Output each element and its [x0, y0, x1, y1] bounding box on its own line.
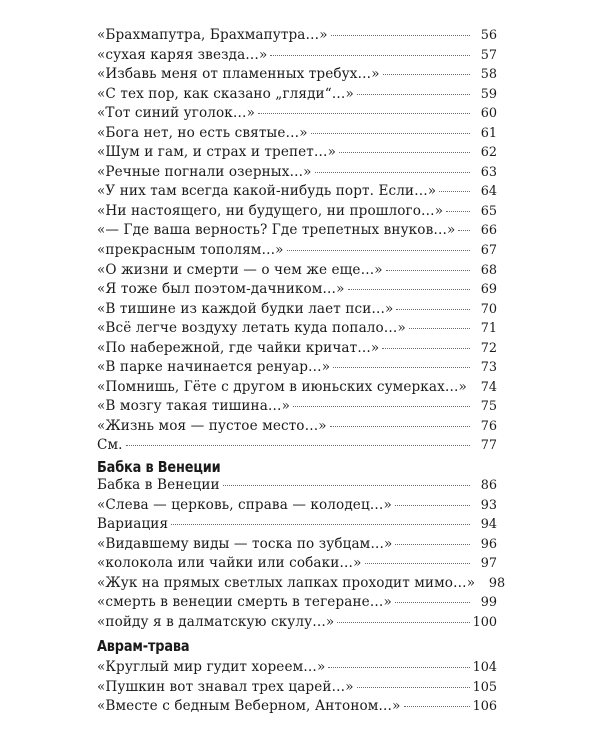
entry-title: «колокола или чайки или собаки…»: [97, 555, 362, 572]
entry-title: «Ни настоящего, ни будущего, ни прошлого…»: [97, 202, 444, 219]
entry-title: «Тот синий уголок…»: [97, 105, 256, 122]
entry-title: «В мозгу такая тишина…»: [97, 398, 291, 415]
entry-title: Вариация: [97, 516, 169, 533]
entry-title: «прекрасным тополям…»: [97, 242, 284, 259]
entry-title: «Круглый мир гудит хореем…»: [97, 659, 326, 675]
toc-entry: [97, 397, 497, 417]
entry-title: Бабка в Венеции: [97, 477, 220, 493]
entry-page-number: 96: [480, 536, 497, 552]
entry-page-number: 58: [480, 67, 497, 83]
toc-entry: [97, 280, 497, 300]
entry-title: «Помнишь, Гёте с другом в июньских сумерках…»: [97, 378, 467, 395]
entry-title: См.: [97, 437, 123, 454]
entry-page-number: 71: [480, 321, 497, 337]
toc-entry: [97, 613, 497, 633]
entry-title: «В тишине из каждой будки лает пси…»: [97, 300, 394, 317]
entry-page-number: 62: [480, 145, 497, 161]
dot-leader: [223, 485, 470, 486]
entry-page-number: 63: [480, 164, 497, 180]
entry-page-number: 59: [480, 86, 497, 102]
toc-entry: [97, 182, 497, 202]
toc-entry: [97, 378, 497, 398]
toc-entry: [97, 163, 497, 183]
dot-leader: [395, 505, 470, 506]
entry-title: «Слева — церковь, справа — колодец…»: [97, 496, 392, 513]
toc-entry: [97, 124, 497, 144]
entry-title: «Шум и гам, и страх и трепет…»: [97, 144, 337, 161]
entry-page-number: 69: [480, 282, 497, 298]
dot-leader: [404, 706, 470, 707]
dot-leader: [439, 191, 470, 192]
entry-title: «У них там всегда какой-нибудь порт. Если…»: [97, 183, 437, 200]
entry-page-number: 104: [472, 660, 497, 675]
dot-leader: [365, 563, 471, 564]
entry-title: «смерть в венеции смерть в тегеране…»: [97, 594, 392, 611]
entry-title: «В парке начинается ренуар…»: [97, 359, 331, 376]
entry-title: «Брахмапутра, Брахмапутра…»: [97, 27, 328, 43]
entry-title: «Жизнь моя — пустое место…»: [97, 417, 327, 434]
entry-page-number: 66: [480, 223, 497, 239]
dot-leader: [315, 172, 470, 173]
dot-leader: [337, 622, 469, 623]
toc-section-2: [97, 658, 497, 717]
toc-entry: [97, 26, 497, 46]
entry-page-number: 77: [480, 438, 497, 454]
toc-entry: [97, 678, 497, 698]
entry-page-number: 93: [480, 497, 497, 513]
dot-leader: [395, 544, 470, 545]
entry-title: «Речные погнали озерных…»: [97, 163, 312, 180]
entry-title: «Вместе с бедным Веберном, Антоном…»: [97, 698, 401, 715]
toc-entry: [97, 697, 497, 717]
entry-title: «Я тоже был поэтом-дачником…»: [97, 281, 345, 298]
entry-title: «Видавшему виды — тоска по зубцам…»: [97, 535, 393, 552]
entry-title: «сухая каряя звезда…»: [97, 46, 268, 63]
entry-page-number: 65: [480, 203, 497, 219]
toc-entry: [97, 46, 497, 66]
dot-leader: [348, 289, 470, 290]
entry-page-number: 99: [480, 595, 497, 611]
dot-leader: [331, 35, 470, 36]
toc-entry: [97, 202, 497, 222]
entry-page-number: 67: [480, 243, 497, 259]
entry-page-number: 72: [480, 340, 497, 356]
entry-page-number: 60: [480, 106, 497, 122]
dot-leader: [446, 211, 470, 212]
entry-title: «Бога нет, но есть святые…»: [97, 124, 308, 141]
entry-title: «Пушкин вот знавал трех царей…»: [97, 678, 354, 695]
toc-entry: [97, 143, 497, 163]
toc-entry: [97, 496, 497, 516]
toc-entry: [97, 417, 497, 437]
dot-leader: [258, 113, 470, 114]
entry-title: «— Где ваша верность? Где трепетных внуков…»: [97, 222, 456, 239]
entry-page-number: 70: [480, 301, 497, 317]
entry-page-number: 74: [480, 379, 497, 395]
dot-leader: [287, 250, 470, 251]
dot-leader: [409, 328, 470, 329]
toc-entry: [97, 221, 497, 241]
entry-title: «По набережной, где чайки кричат…»: [97, 339, 380, 356]
toc-entry: [97, 593, 497, 613]
toc-entry: [97, 436, 497, 456]
toc-entry: [97, 358, 497, 378]
entry-page-number: 94: [480, 517, 497, 533]
entry-title: «Всё легче воздуху летать куда попало…»: [97, 320, 406, 337]
entry-page-number: 75: [480, 399, 497, 415]
toc-section-1: [97, 476, 506, 632]
dot-leader: [386, 270, 470, 271]
dot-leader: [311, 133, 470, 134]
dot-leader: [383, 74, 470, 75]
dot-leader: [293, 406, 470, 407]
toc-entry: [97, 535, 497, 555]
toc-entry: [97, 319, 497, 339]
dot-leader: [339, 152, 470, 153]
dot-leader: [330, 426, 470, 427]
dot-leader: [382, 348, 470, 349]
entry-page-number: 100: [472, 614, 497, 630]
entry-page-number: 76: [480, 418, 497, 434]
toc-entry: [97, 339, 497, 359]
toc-entry: [97, 554, 497, 574]
toc-section-0: [97, 26, 497, 456]
dot-leader: [396, 309, 470, 310]
entry-page-number: 86: [480, 478, 497, 493]
dot-leader: [458, 230, 470, 231]
dot-leader: [395, 602, 470, 603]
toc-entry: [97, 241, 497, 261]
entry-title: «Жук на прямых светлых лапках проходит мимо…»: [97, 574, 476, 591]
dot-leader: [171, 524, 470, 525]
entry-page-number: 106: [472, 699, 497, 715]
section-heading: Бабка в Венеции: [97, 458, 221, 476]
dot-leader: [357, 687, 470, 688]
entry-title: «Избавь меня от пламенных требух…»: [97, 66, 380, 83]
dot-leader: [270, 55, 470, 56]
toc-entry: [97, 300, 497, 320]
entry-page-number: 105: [472, 679, 497, 695]
dot-leader: [333, 367, 470, 368]
entry-page-number: 57: [480, 47, 497, 63]
section-heading: Аврам-трава: [97, 637, 190, 655]
entry-page-number: 64: [480, 184, 497, 200]
toc-entry: [97, 261, 497, 281]
toc-entry: [97, 658, 497, 678]
dot-leader: [126, 445, 470, 446]
entry-title: «пойду я в далматскую скулу…»: [97, 613, 335, 630]
entry-page-number: 73: [480, 360, 497, 376]
toc-entry: [97, 574, 506, 594]
toc-entry: [97, 65, 497, 85]
entry-page-number: 98: [488, 575, 506, 591]
dot-leader: [328, 667, 469, 668]
entry-page-number: 97: [480, 556, 497, 572]
entry-page-number: 56: [480, 28, 497, 43]
toc-entry: [97, 476, 497, 496]
toc-entry: [97, 85, 497, 105]
entry-page-number: 68: [480, 262, 497, 278]
toc-entry: [97, 104, 497, 124]
toc-entry: [97, 515, 497, 535]
dot-leader: [357, 94, 470, 95]
entry-page-number: 61: [480, 125, 497, 141]
entry-title: «О жизни и смерти — о чем же еще…»: [97, 261, 383, 278]
entry-title: «С тех пор, как сказано „гляди“…»: [97, 85, 354, 102]
